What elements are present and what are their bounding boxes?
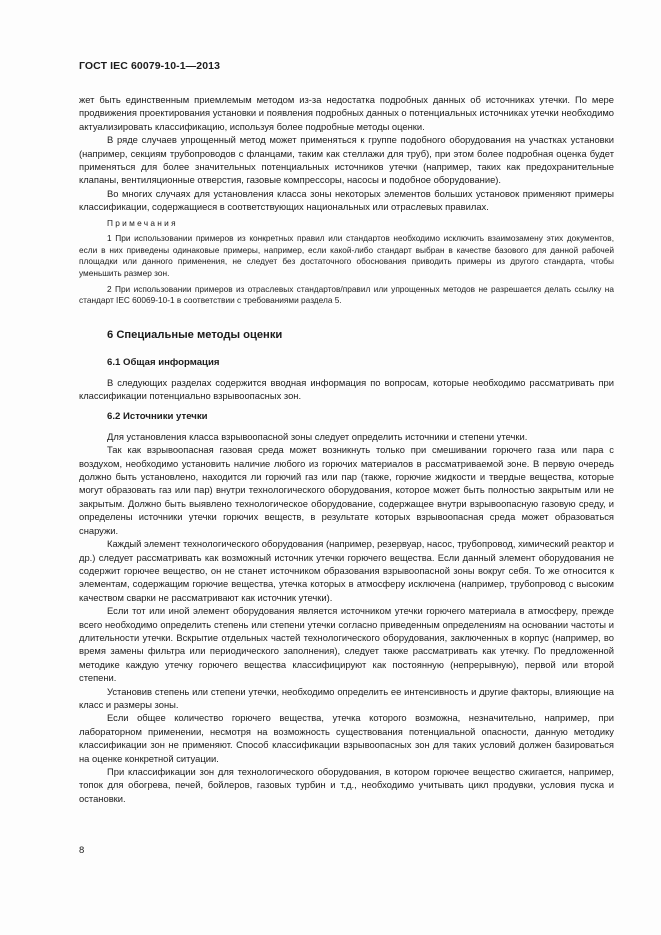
document-body [79,93,614,805]
paragraph: Установив степень или степени утечки, необходимо определить ее интенсивность и другие факторы, влияющие на класс и размеры зоны. [79,685,614,710]
document-header: ГОСТ IEC 60079-10-1—2013 [79,60,221,72]
subsection-heading: 6.2 Источники утечки [107,411,208,423]
paragraph: Если общее количество горючего вещества, утечка которого возможна, незначительно, например, при лабораторном применении, несмотря на возможность существования потенциальной опасности, данную методику классификации зон не применяют. Способ классификации взрывоопасных зон для таких условий должен базироваться на оценке конкретной ситуации. [79,712,614,764]
page-number: 8 [79,845,85,856]
paragraph: жет быть единственным приемлемым методом из-за недостатка подробных данных об источниках утечки. По мере продвижения проектирования установки и появления подробных данных о потенциальных источниках утечки необходимо актуализировать классификацию, используя более подробные методы оценки. [79,94,614,132]
note-item: 2 При использовании примеров из отраслевых стандартов/правил или упрощенных методов не разрешается делать ссылку на стандарт IEC 60069-10-1 в соответствии с требованиями раздела 5. [79,283,614,306]
paragraph: Для установления класса взрывоопасной зоны следует определить источники и степени утечки. [107,430,528,442]
subsection-heading: 6.1 Общая информация [107,357,220,369]
section-heading: 6 Специальные методы оценки [107,328,283,341]
paragraph: Если тот или иной элемент оборудования является источником утечки горючего материала в атмосферу, прежде всего необходимо определить степень или степени утечки согласно приведенным определениям на основании частоты и длительности утечки. Вскрытие отдельных частей технологического оборудования, заключенных в корпус (например, во время замены фильтра или периодического заполнения), следует также рассматривать как утечку. По предложенной методике каждую утечку горючего вещества классифицируют как постоянную (непрерывную), первой или второй степени. [79,605,614,684]
notes-title: Примечания [107,217,178,228]
paragraph: При классификации зон для технологического оборудования, в котором горючее вещество сжигается, например, топок для обогрева, печей, бойлеров, газовых турбин и т.д., необходимо учитывать цикл продувки, условия пуска и остановки. [79,766,614,804]
paragraph: Каждый элемент технологического оборудования (например, резервуар, насос, трубопровод, химический реактор и др.) следует рассматривать как возможный источник утечки горючего вещества. Если данный элемент оборудования не содержит горючее вещество, он не станет источником образования взрывоопасной зоны вокруг себя. То же относится к элементам, содержащим горючие вещества, утечка которых в атмосферу исключена (например, трубопровод с высоким качеством сварки не рассматривают как источник утечки). [79,538,614,603]
paragraph: В ряде случаев упрощенный метод может применяться к группе подобного оборудования на участках установки (например, секциям трубопроводов с фланцами, таким как стеллажи для труб), при этом более подробная оценка будет применяться для более значительных потенциальных источников утечки (например, таких как предохранительные клапаны, вентиляционные отверстия, газовые компрессоры, насосы и подобное оборудование). [79,134,614,186]
note-item: 1 При использовании примеров из конкретных правил или стандартов необходимо исключить взаимозамену этих документов, если в них приведены одинаковые примеры, например, если какой-либо стандарт выбран в качестве базового для данной рабочей площадки или данного применения, не следует без достаточного обоснования приводить примеры из другого стандарта, чтобы уменьшить размер зон. [79,233,614,279]
paragraph: Во многих случаях для установления класса зоны некоторых элементов больших установок применяют примеры классификации, содержащиеся в соответствующих национальных или отраслевых правилах. [79,187,614,213]
paragraph: В следующих разделах содержится вводная информация по вопросам, которые необходимо рассматривать при классификации потенциально взрывоопасных зон. [79,376,614,402]
paragraph: Так как взрывоопасная газовая среда может возникнуть только при смешивании горючего газа или пара с воздухом, необходимо установить наличие любого из горючих материалов в рассматриваемой зоне. В первую очередь должно быть установлено, находится ли горючий газ или пар (также, горючие жидкости и твердые вещества, которые могут образовать газ или пар) внутри технологического оборудования, которое может быть полностью закрытым или не закрытым. Должно быть выявлено технологическое оборудование, содержащее внутри взрывоопасную газовую среду, и определены источники утечки горючих веществ, в результате которых взрывоопасная среда может образоваться снаружи. [79,444,614,536]
notes-block [79,218,614,307]
